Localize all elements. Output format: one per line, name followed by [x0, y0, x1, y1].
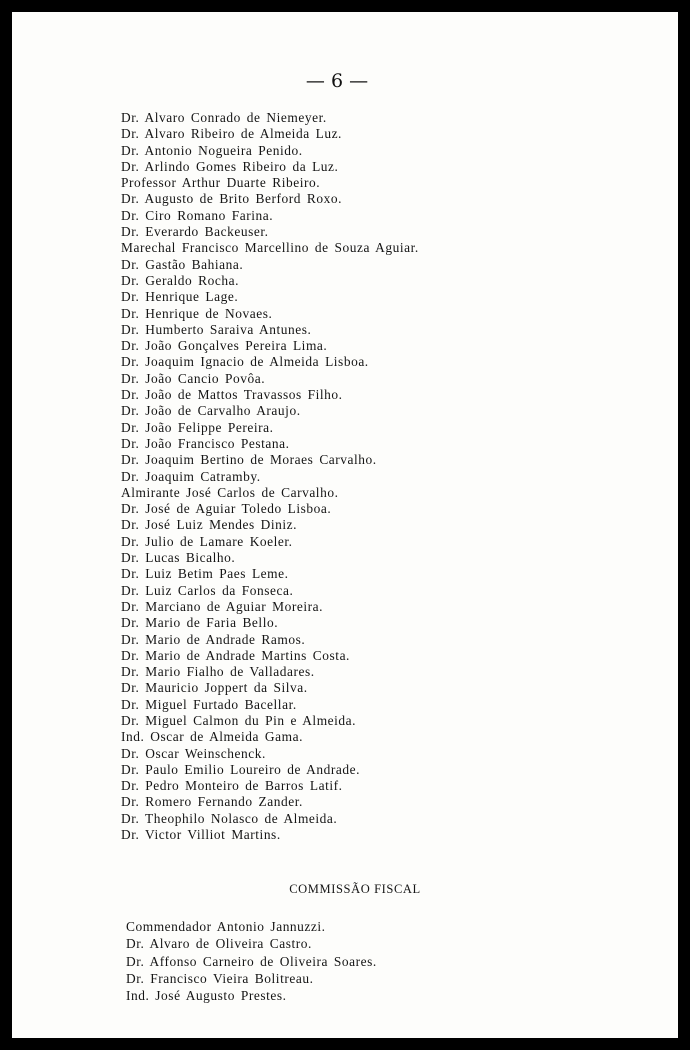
member-name-line: Dr. Geraldo Rocha.	[121, 272, 240, 288]
member-name-line: Dr. Alvaro Conrado de Niemeyer.	[121, 110, 327, 125]
member-name-line: Professor Arthur Duarte Ribeiro.	[121, 175, 321, 191]
member-name-line: Dr. Oscar Weinschenck.	[121, 745, 266, 761]
commission-member-line: Dr. Affonso Carneiro de Oliveira Soares.	[126, 953, 377, 969]
member-name-line: Dr. Mario de Andrade Ramos.	[121, 631, 306, 647]
member-name-line: Dr. João de Mattos Travassos Filho.	[121, 387, 343, 403]
member-name-line: Dr. Everardo Backeuser.	[121, 224, 269, 240]
member-name-line: Dr. Mario de Faria Bello.	[121, 615, 279, 631]
section-heading: COMMISSÃO FISCAL	[289, 882, 421, 896]
member-name-line: Dr. Luiz Betim Paes Leme.	[121, 566, 289, 582]
member-name-line: Dr. Miguel Calmon du Pin e Almeida.	[121, 712, 357, 728]
member-name-line: Almirante José Carlos de Carvalho.	[121, 484, 339, 500]
member-name-line: Dr. Joaquim Catramby.	[121, 468, 261, 484]
member-name-line: Dr. Mario de Andrade Martins Costa.	[121, 647, 350, 663]
member-name-line: Dr. José Luiz Mendes Diniz.	[121, 517, 298, 533]
member-name-line: Dr. Pedro Monteiro de Barros Latif.	[121, 778, 343, 794]
member-name-line: Dr. Henrique de Novaes.	[121, 305, 273, 321]
member-name-line: Dr. João Felippe Pereira.	[121, 419, 274, 435]
member-name-line: Dr. Victor Villiot Martins.	[121, 827, 281, 843]
member-name-line: Dr. Gastão Bahiana.	[121, 256, 244, 272]
member-name-line: Dr. Mario Fialho de Valladares.	[121, 664, 315, 680]
commission-members-list	[126, 918, 377, 1004]
member-name-line: Dr. Antonio Nogueira Penido.	[121, 142, 303, 158]
document-page	[12, 12, 678, 1038]
member-name-line: Dr. Arlindo Gomes Ribeiro da Luz.	[121, 158, 339, 174]
member-name-line: Dr. Lucas Bicalho.	[121, 550, 236, 566]
member-name-line: Dr. Joaquim Ignacio de Almeida Lisboa.	[121, 354, 369, 370]
member-name-line: Dr. Mauricio Joppert da Silva.	[121, 680, 308, 696]
member-name-line: Dr. Marciano de Aguiar Moreira.	[121, 598, 324, 614]
member-name-line: Dr. José de Aguiar Toledo Lisboa.	[121, 501, 332, 517]
member-name-line: Dr. Ciro Romano Farina.	[121, 207, 274, 223]
member-name-line: Dr. Augusto de Brito Berford Roxo.	[121, 191, 342, 207]
member-name-line: Dr. João Cancio Povôa.	[121, 370, 266, 386]
member-name-line: Dr. Humberto Saraiva Antunes.	[121, 321, 312, 337]
member-name-line: Dr. Miguel Furtado Bacellar.	[121, 696, 297, 712]
member-name-line: Dr. Theophilo Nolasco de Almeida.	[121, 810, 338, 826]
member-name-line: Dr. Julio de Lamare Koeler.	[121, 533, 293, 549]
member-name-line: Dr. Henrique Lage.	[121, 289, 239, 305]
member-name-line: Dr. João Gonçalves Pereira Lima.	[121, 338, 328, 354]
member-name-line: Dr. João de Carvalho Araujo.	[121, 403, 301, 419]
member-name-line: Dr. João Francisco Pestana.	[121, 435, 290, 451]
commission-member-line: Commendador Antonio Jannuzzi.	[126, 919, 326, 934]
page-number: — 6 —	[305, 70, 369, 92]
commission-member-line: Dr. Francisco Vieira Bolitreau.	[126, 970, 314, 986]
member-name-line: Ind. Oscar de Almeida Gama.	[121, 729, 303, 745]
member-name-line: Dr. Luiz Carlos da Fonseca.	[121, 582, 294, 598]
members-list	[121, 110, 419, 843]
member-name-line: Dr. Joaquim Bertino de Moraes Carvalho.	[121, 452, 377, 468]
member-name-line: Dr. Alvaro Ribeiro de Almeida Luz.	[121, 126, 342, 142]
member-name-line: Dr. Paulo Emilio Loureiro de Andrade.	[121, 761, 360, 777]
commission-member-line: Ind. José Augusto Prestes.	[126, 988, 287, 1004]
member-name-line: Dr. Romero Fernando Zander.	[121, 794, 303, 810]
member-name-line: Marechal Francisco Marcellino de Souza Aguiar.	[121, 240, 419, 256]
commission-member-line: Dr. Alvaro de Oliveira Castro.	[126, 936, 312, 952]
